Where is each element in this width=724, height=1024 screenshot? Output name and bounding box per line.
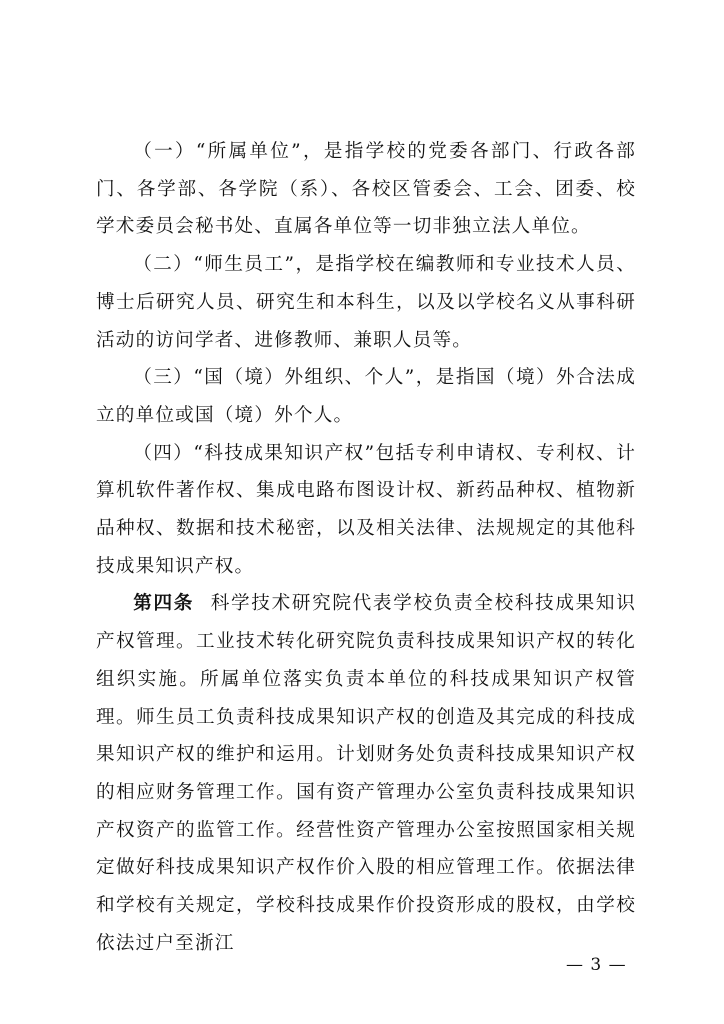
definition-paragraph-1: （一）“所属单位”，是指学校的党委各部门、行政各部门、各学部、各学院（系）、各校区管委会、工会、团委、校学术委员会秘书处、直属各单位等一切非独立法人单位。: [96, 141, 636, 238]
article-paragraph: [96, 585, 636, 962]
article-text: 科学技术研究院代表学校负责全校科技成果知识产权管理。工业技术转化研究院负责科技成果知识产权的转化组织实施。所属单位落实负责本单位的科技成果知识产权管理。师生员工负责科技成果知识产权的创造及其完成的科技成果知识产权的维护和运用。计划财务处负责科技成果知识产权的相应财务管理工作。国有资产管理办公室负责科技成果知识产权资产的监管工作。经营性资产管理办公室按照国家相关规定做好科技成果知识产权作价入股的相应管理工作。依据法律和学校有关规定，学校科技成果作价投资形成的股权，由学校依法过户至浙江: [96, 593, 636, 954]
definition-paragraph-2: （二）“师生员工”，是指学校在编教师和专业技术人员、博士后研究人员、研究生和本科生，以及以学校名义从事科研活动的访问学者、进修教师、兼职人员等。: [96, 254, 636, 351]
definition-paragraph-4: （四）“科技成果知识产权”包括专利申请权、专利权、计算机软件著作权、集成电路布图设计权、新药品种权、植物新品种权、数据和技术秘密，以及相关法律、法规规定的其他科技成果知识产权。: [96, 442, 636, 577]
definition-paragraph-3: （三）“国（境）外组织、个人”，是指国（境）外合法成立的单位或国（境）外个人。: [96, 367, 636, 426]
page-number: — 3 —: [566, 955, 627, 975]
article-number: 第四条: [133, 593, 195, 615]
document-body: [96, 133, 636, 962]
